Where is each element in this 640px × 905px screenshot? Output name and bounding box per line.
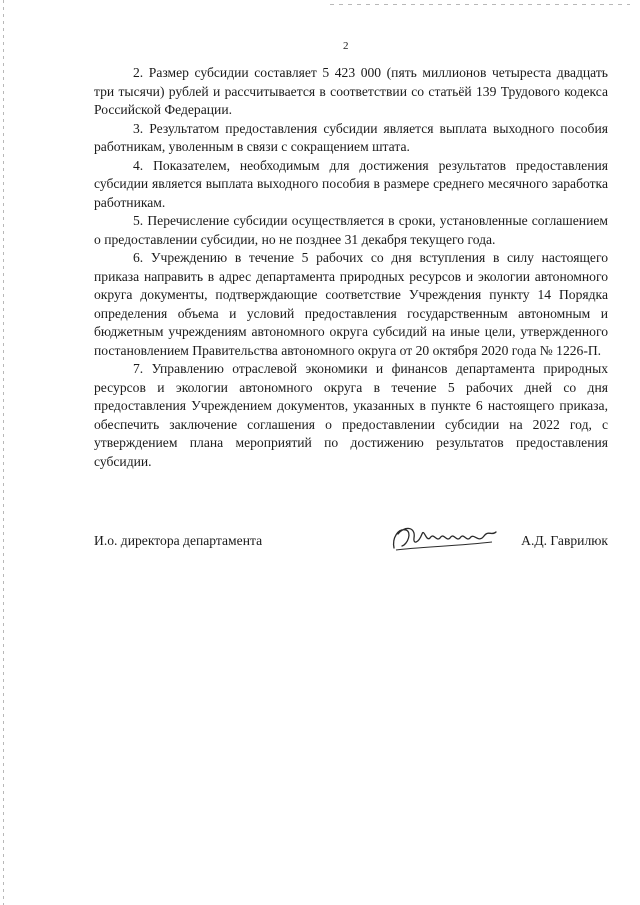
paragraph-6: 6. Учреждению в течение 5 рабочих со дня вступления в силу настоящего приказа направить в адрес департамента природных ресурсов и экологии автономного округа документы, подтверждающие соответствие Учреждения пункту 14 Порядка определения объема и условий предоставления государственным автономным и бюджетным учреждениям автономного округа субсидий на иные цели, утвержденного постановлением Правительства автономного округа от 20 октября 2020 года № 1226-П. — [94, 250, 608, 358]
page-number: 2 — [343, 40, 349, 52]
signatory-name: А.Д. Гаврилюк — [521, 533, 608, 548]
signature-block — [94, 520, 608, 560]
handwritten-signature — [388, 520, 500, 556]
paragraph-4: 4. Показателем, необходимым для достижения результатов предоставления субсидии является выплата выходного пособия в размере среднего месячного заработка работникам. — [94, 157, 608, 210]
scan-edge-left — [3, 0, 4, 905]
paragraph-2: 2. Размер субсидии составляет 5 423 000 (пять миллионов четыреста двадцать три тысячи) рублей и рассчитывается в соответствии со статьёй 139 Трудового кодекса Российской Федерации. — [94, 65, 608, 117]
scan-edge-top — [330, 4, 630, 5]
signatory-position: И.о. директора департамента — [94, 533, 263, 548]
document-body — [94, 64, 608, 471]
paragraph-5: 5. Перечисление субсидии осуществляется в сроки, установленные соглашением о предоставлении субсидии, но не позднее 31 декабря текущего года. — [94, 213, 608, 247]
paragraph-7: 7. Управлению отраслевой экономики и финансов департамента природных ресурсов и экологии автономного округа в течение 5 рабочих дней со дня предоставления Учреждением документов, указанных в пункте 6 настоящего приказа, обеспечить заключение соглашения о предоставлении субсидии на 2022 год, с утверждением плана мероприятий по достижению результатов предоставления субсидии. — [94, 361, 608, 469]
paragraph-3: 3. Результатом предоставления субсидии является выплата выходного пособия работникам, уволенным в связи с сокращением штата. — [94, 120, 608, 154]
